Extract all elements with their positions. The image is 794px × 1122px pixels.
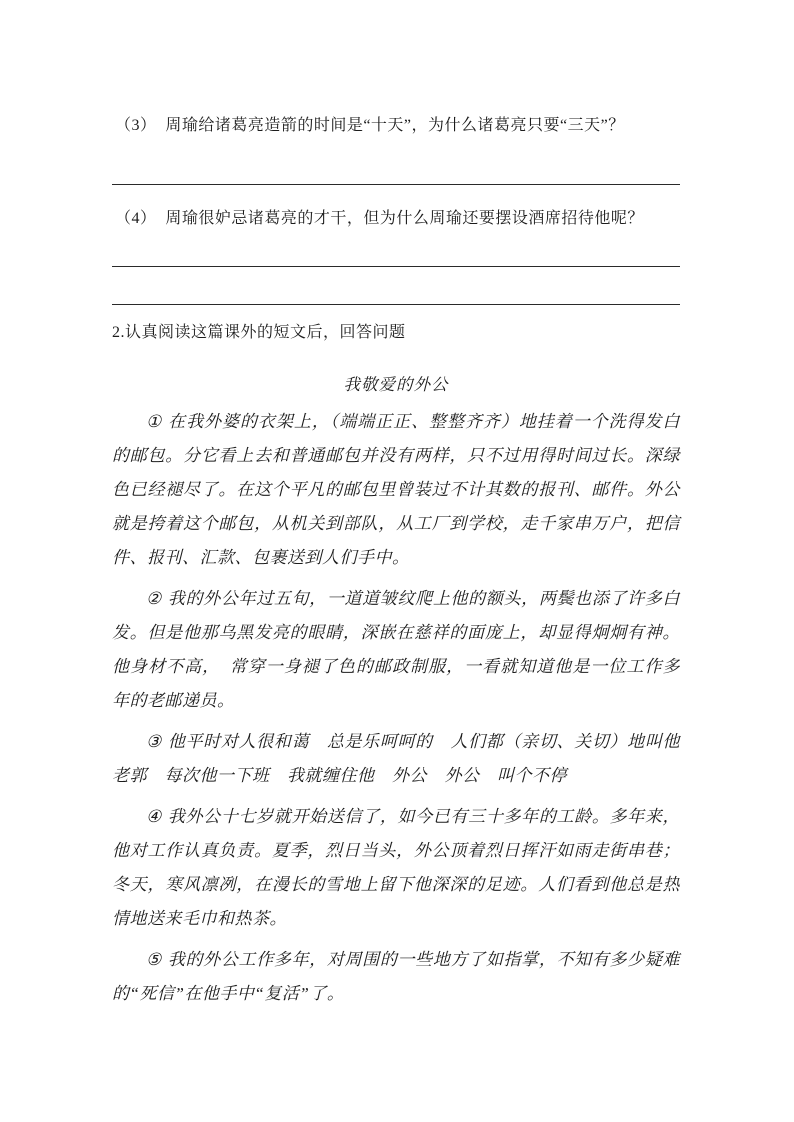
question-3-number: （3） bbox=[115, 117, 157, 134]
passage-paragraph-3 bbox=[112, 725, 698, 793]
paragraph-2-marker: ② bbox=[146, 589, 162, 608]
paragraph-4-text: 我外公十七岁就开始送信了，如今已有三十多年的工龄。多年来，他对工作认真负责。夏季，烈日当头，外公顶着烈日挥汗如雨走街串巷；冬天，寒风凛冽，在漫长的雪地上留下他深深的足迹。人们看到他总是热情地送来毛巾和热茶。 bbox=[112, 807, 680, 928]
passage-paragraph-4 bbox=[112, 800, 680, 936]
paragraph-1-text: 在我外婆的衣架上，（端端正正、整整齐齐）地挂着一个洗得发白的邮包。分它看上去和普通邮包并没有两样，只不过用得时间过长。深绿色已经褪尽了。在这个平凡的邮包里曾装过不计其数的报刊、邮件。外公就是挎着这个邮包，从机关到部队，从工厂到学校，走千家串万户，把信件、报刊、汇款、包裹送到人们手中。 bbox=[112, 412, 680, 567]
answer-line-2 bbox=[112, 231, 680, 267]
paragraph-3-marker: ③ bbox=[146, 732, 162, 751]
question-4-text: 周瑜很妒忌诸葛亮的才干，但为什么周瑜还要摆设酒席招待他呢？ bbox=[165, 210, 644, 227]
question-4-number: （4） bbox=[115, 210, 157, 227]
passage-paragraph-2 bbox=[112, 582, 680, 718]
passage-body bbox=[112, 405, 698, 1011]
paragraph-1-marker: ① bbox=[146, 412, 163, 431]
question-3 bbox=[112, 114, 680, 138]
passage-title: 我敬爱的外公 bbox=[343, 375, 449, 394]
section-heading: 2.认真阅读这篇课外的短文后，回答问题 bbox=[112, 324, 406, 341]
passage-paragraph-5 bbox=[112, 943, 680, 1011]
paragraph-2-text: 我的外公年过五旬，一道道皱纹爬上他的额头，两鬓也添了许多白发。但是他那乌黑发亮的眼睛，深嵌在慈祥的面庞上，却显得炯炯有神。他身材不高， 常穿一身褪了色的邮政制服，一看就知道他是一位工作多年的老邮递员。 bbox=[112, 589, 680, 710]
paragraph-5-text: 我的外公工作多年，对周围的一些地方了如指掌，不知有多少疑难的“死信”在他手中“复活”了。 bbox=[112, 950, 680, 1003]
passage-paragraph-1 bbox=[112, 405, 680, 575]
answer-line-3 bbox=[112, 267, 680, 305]
question-4 bbox=[112, 207, 680, 231]
paragraph-3-text: 他平时对人很和蔼 总是乐呵呵的 人们都（亲切、关切）地叫他 老郭 每次他一下班 我就缠住他 外公 外公 叫个不停 bbox=[112, 732, 698, 785]
paragraph-5-marker: ⑤ bbox=[146, 950, 162, 969]
answer-line-1 bbox=[112, 138, 680, 185]
question-3-text: 周瑜给诸葛亮造箭的时间是“十天”，为什么诸葛亮只要“三天”？ bbox=[165, 117, 625, 134]
paragraph-4-marker: ④ bbox=[146, 807, 162, 826]
